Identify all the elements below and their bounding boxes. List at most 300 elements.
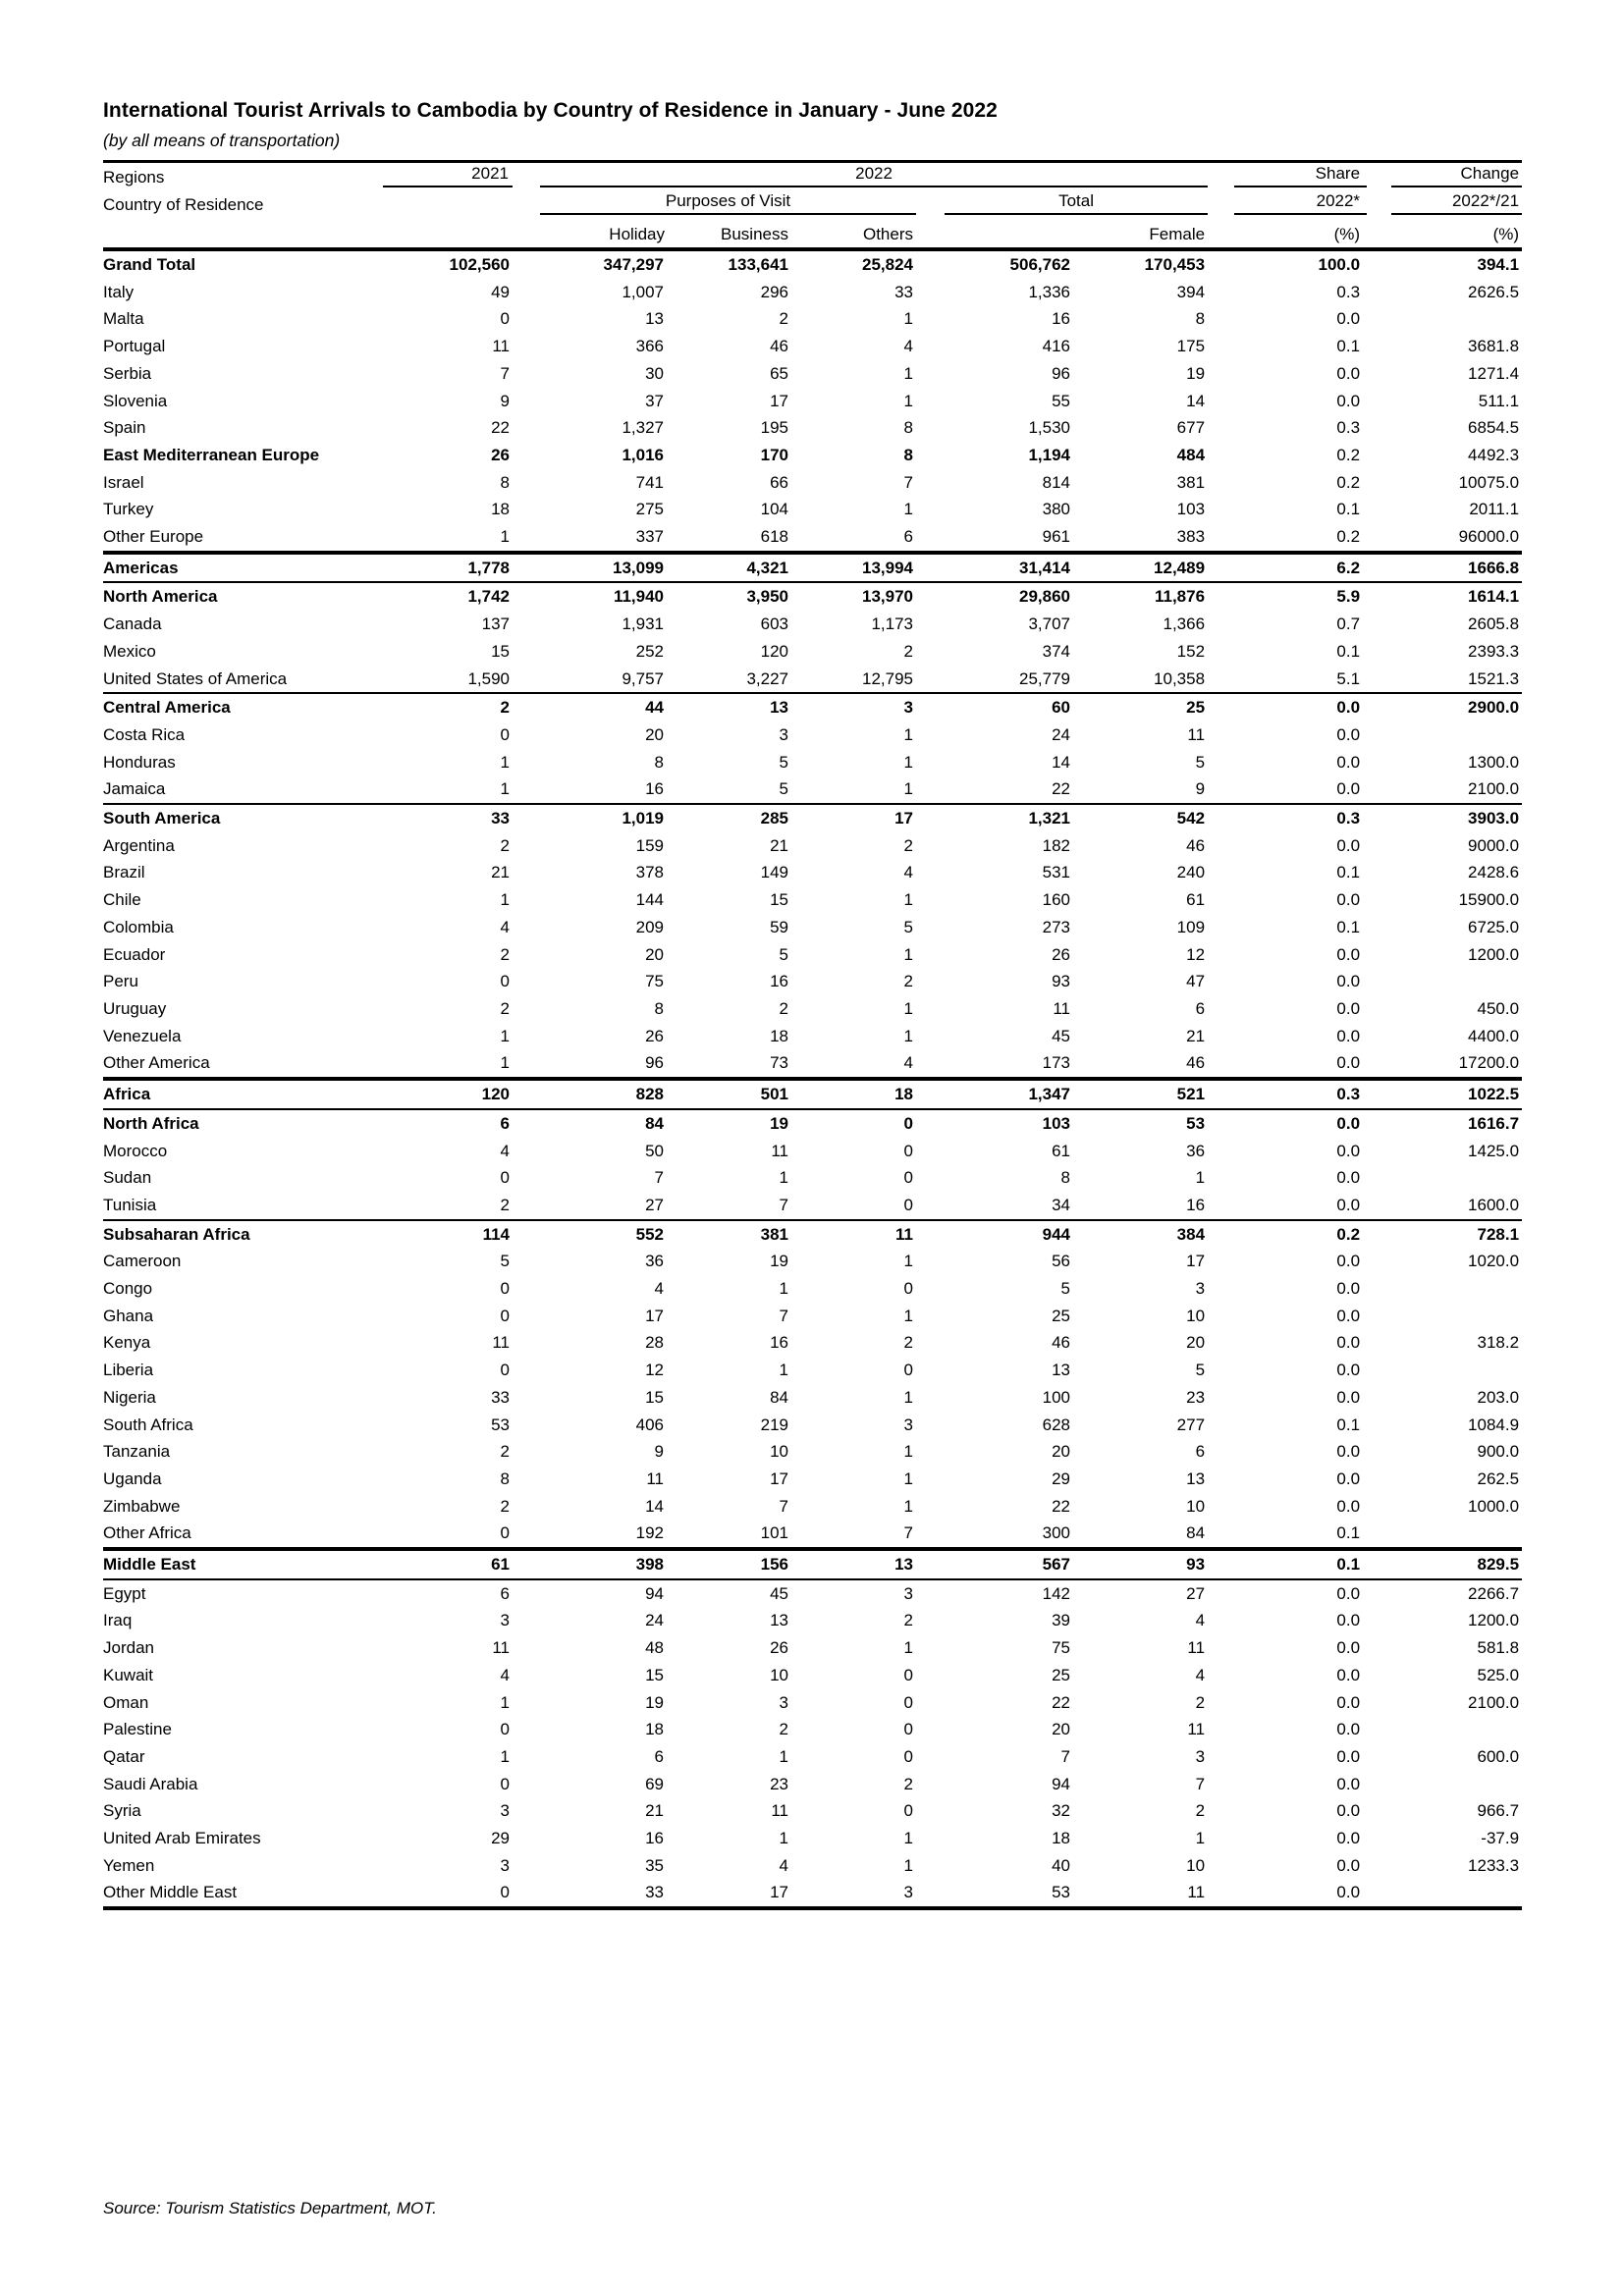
value-cell: 1020.0 — [1468, 1252, 1520, 1271]
value-cell: 53 — [916, 1879, 1073, 1908]
table-row — [103, 1549, 1522, 1579]
header-2021: 2021 — [383, 162, 513, 188]
value-cell: 6.2 — [1208, 553, 1367, 583]
value-cell: 14 — [1186, 391, 1206, 410]
table-row — [103, 1049, 1522, 1079]
value-cell: 1200.0 — [1468, 1611, 1520, 1630]
table-row — [103, 832, 1522, 860]
value-cell: 25,824 — [862, 255, 913, 274]
country-cell: Costa Rica — [103, 724, 186, 744]
country-cell: Portugal — [103, 337, 166, 356]
value-cell: 394.1 — [1477, 255, 1520, 274]
table-row — [103, 523, 1522, 553]
value-cell: 1 — [903, 1855, 913, 1875]
value-cell: 9 — [500, 391, 510, 410]
value-cell: 0.3 — [1336, 418, 1361, 438]
value-cell — [1367, 1303, 1522, 1330]
value-cell: 56 — [1052, 1252, 1070, 1271]
value-cell: 9 — [1195, 779, 1206, 799]
value-cell: 13,099 — [513, 553, 668, 583]
table-row — [103, 249, 1522, 279]
value-cell: 96 — [1052, 363, 1070, 383]
value-cell: 2100.0 — [1468, 1692, 1520, 1712]
country-cell: Uruguay — [103, 998, 167, 1018]
value-cell: 93 — [1052, 972, 1070, 991]
value-cell: 29,860 — [916, 582, 1073, 611]
value-cell — [1367, 721, 1522, 749]
value-cell: 170,453 — [1144, 255, 1206, 274]
value-cell: 11,876 — [1073, 582, 1208, 611]
value-cell: 0.0 — [1336, 1829, 1361, 1848]
value-cell: 0.2 — [1336, 472, 1361, 492]
value-cell: 5 — [1060, 1279, 1070, 1299]
value-cell: 1 — [779, 1746, 788, 1766]
value-cell: 22 — [1052, 779, 1070, 799]
value-cell: 1,742 — [383, 582, 513, 611]
country-cell: Colombia — [103, 917, 174, 936]
value-cell: 1,366 — [1163, 614, 1206, 634]
value-cell: 17 — [770, 1468, 788, 1488]
value-cell: 1 — [500, 527, 510, 547]
country-cell: Honduras — [103, 752, 176, 772]
value-cell: 677 — [1176, 418, 1206, 438]
value-cell: 0.0 — [1336, 1442, 1361, 1462]
table-row — [103, 553, 1522, 583]
value-cell: 366 — [635, 337, 664, 356]
header-row-years — [103, 162, 1522, 188]
value-cell: 1,016 — [622, 445, 664, 464]
table-row — [103, 1466, 1522, 1493]
value-cell: 11 — [492, 1333, 510, 1353]
value-cell: 8 — [1195, 309, 1206, 329]
value-cell: 0.0 — [1336, 1774, 1361, 1793]
value-cell: 501 — [668, 1079, 791, 1109]
table-row — [103, 1303, 1522, 1330]
value-cell: 252 — [635, 641, 664, 661]
value-cell: 7 — [1195, 1774, 1206, 1793]
value-cell: 49 — [491, 282, 510, 301]
value-cell: 59 — [770, 917, 788, 936]
value-cell: 0 — [903, 1746, 913, 1766]
value-cell: 25 — [1052, 1665, 1070, 1684]
country-cell: Other Africa — [103, 1523, 191, 1543]
value-cell: 0.0 — [1336, 944, 1361, 964]
value-cell: 1200.0 — [1468, 944, 1520, 964]
value-cell: 20 — [645, 944, 664, 964]
value-cell: 296 — [760, 282, 788, 301]
value-cell: 0.0 — [1336, 391, 1361, 410]
value-cell: 814 — [1042, 472, 1070, 492]
value-cell: 0.0 — [1336, 1801, 1361, 1821]
value-cell: 1 — [903, 391, 913, 410]
value-cell — [1367, 1716, 1522, 1743]
value-cell: 3 — [500, 1855, 510, 1875]
value-cell: 45 — [668, 1579, 791, 1608]
value-cell: 15 — [645, 1387, 664, 1407]
value-cell: 0.1 — [1336, 1523, 1361, 1543]
value-cell: 142 — [916, 1579, 1073, 1608]
value-cell: 741 — [635, 472, 664, 492]
value-cell: 1 — [903, 1306, 913, 1325]
value-cell: 13 — [668, 693, 791, 721]
value-cell: 0.0 — [1336, 1855, 1361, 1875]
country-cell: Serbia — [103, 363, 152, 383]
table-row — [103, 1689, 1522, 1717]
value-cell: 1000.0 — [1468, 1496, 1520, 1516]
value-cell: 24 — [645, 1611, 664, 1630]
value-cell: 23 — [1186, 1387, 1206, 1407]
value-cell: 0 — [500, 1720, 510, 1739]
value-cell: 27 — [645, 1195, 664, 1214]
value-cell: 3,227 — [746, 668, 788, 688]
country-cell: Yemen — [103, 1855, 155, 1875]
value-cell: 600.0 — [1477, 1746, 1520, 1766]
value-cell: 3 — [779, 1692, 788, 1712]
value-cell: 27 — [1073, 1579, 1208, 1608]
table-row — [103, 388, 1522, 415]
table-row — [103, 941, 1522, 969]
value-cell: 13 — [770, 1611, 788, 1630]
value-cell: 900.0 — [1477, 1442, 1520, 1462]
arrivals-table — [103, 160, 1522, 1910]
value-cell: 0.2 — [1208, 1220, 1367, 1249]
value-cell: 47 — [1186, 972, 1206, 991]
value-cell: 10 — [1186, 1855, 1206, 1875]
value-cell: 618 — [760, 527, 788, 547]
value-cell: 1084.9 — [1468, 1415, 1520, 1434]
value-cell: 11 — [492, 337, 510, 356]
value-cell: 0.1 — [1336, 917, 1361, 936]
table-row — [103, 1357, 1522, 1384]
value-cell: 6 — [654, 1746, 664, 1766]
table-row — [103, 1329, 1522, 1357]
value-cell: 9 — [654, 1442, 664, 1462]
value-cell: 0.0 — [1336, 1141, 1361, 1160]
value-cell: 173 — [1042, 1053, 1070, 1073]
value-cell: 16 — [645, 1829, 664, 1848]
value-cell: 828 — [513, 1079, 668, 1109]
value-cell: 17 — [770, 391, 788, 410]
table-row — [103, 1879, 1522, 1908]
table-row — [103, 414, 1522, 442]
value-cell: 20 — [645, 724, 664, 744]
value-cell: 84 — [1186, 1523, 1206, 1543]
value-cell: 20 — [1052, 1720, 1070, 1739]
table-row — [103, 442, 1522, 469]
value-cell: 120 — [383, 1079, 513, 1109]
table-row — [103, 1384, 1522, 1412]
value-cell: 1 — [500, 1692, 510, 1712]
table-row — [103, 1164, 1522, 1192]
value-cell: 14 — [645, 1496, 664, 1516]
value-cell: 12,795 — [862, 668, 913, 688]
value-cell — [1367, 1771, 1522, 1798]
value-cell: 17 — [1186, 1252, 1206, 1271]
table-row — [103, 1852, 1522, 1880]
value-cell: 17200.0 — [1458, 1053, 1520, 1073]
value-cell: 7 — [903, 472, 913, 492]
table-row — [103, 333, 1522, 360]
value-cell: 195 — [760, 418, 788, 438]
value-cell: 4,321 — [668, 553, 791, 583]
value-cell: 84 — [513, 1109, 668, 1138]
value-cell: 275 — [635, 500, 664, 519]
table-row — [103, 1662, 1522, 1689]
value-cell: 18 — [491, 500, 510, 519]
country-cell: Argentina — [103, 835, 175, 855]
value-cell: 1,931 — [622, 614, 664, 634]
value-cell: 15900.0 — [1458, 890, 1520, 910]
value-cell: 0.0 — [1208, 693, 1367, 721]
value-cell: 100 — [1042, 1387, 1070, 1407]
value-cell: 2626.5 — [1468, 282, 1520, 301]
value-cell — [1367, 968, 1522, 995]
value-cell: 8 — [903, 418, 913, 438]
value-cell: 0.0 — [1336, 1279, 1361, 1299]
country-cell: North America — [103, 582, 383, 611]
value-cell: 0 — [500, 309, 510, 329]
value-cell: 10,358 — [1154, 668, 1206, 688]
value-cell: 1,173 — [871, 614, 913, 634]
value-cell: 3 — [791, 693, 916, 721]
value-cell: 22 — [491, 418, 510, 438]
country-cell: Tanzania — [103, 1442, 171, 1462]
value-cell: 0.0 — [1336, 309, 1361, 329]
table-row — [103, 1607, 1522, 1634]
value-cell: 1 — [779, 1361, 788, 1380]
value-cell: 102,560 — [449, 255, 510, 274]
table-row — [103, 1220, 1522, 1249]
table-row — [103, 1493, 1522, 1521]
value-cell: 2 — [903, 1333, 913, 1353]
value-cell: 0.0 — [1336, 890, 1361, 910]
value-cell: 13 — [645, 309, 664, 329]
value-cell: 65 — [770, 363, 788, 383]
country-cell: Chile — [103, 890, 141, 910]
value-cell: 416 — [1042, 337, 1070, 356]
value-cell: 20 — [1186, 1333, 1206, 1353]
value-cell — [1367, 1520, 1522, 1549]
value-cell: 1425.0 — [1468, 1141, 1520, 1160]
value-cell: 1 — [903, 890, 913, 910]
value-cell: 1521.3 — [1468, 668, 1520, 688]
country-cell: Jordan — [103, 1638, 154, 1658]
value-cell: 1 — [1195, 1168, 1206, 1188]
value-cell: 3 — [791, 1879, 916, 1908]
value-cell: 318.2 — [1477, 1333, 1520, 1353]
value-cell: 728.1 — [1367, 1220, 1522, 1249]
value-cell: 300 — [1042, 1523, 1070, 1543]
value-cell: 0.0 — [1336, 1306, 1361, 1325]
value-cell: 11 — [1187, 724, 1206, 744]
table-row — [103, 775, 1522, 804]
value-cell: 103 — [1176, 500, 1206, 519]
value-cell: 46 — [770, 337, 788, 356]
country-cell: Qatar — [103, 1746, 145, 1766]
report-content — [103, 99, 1522, 1910]
table-header — [103, 162, 1522, 250]
value-cell: 3 — [779, 724, 788, 744]
value-cell: 1 — [903, 309, 913, 329]
value-cell: 36 — [645, 1252, 664, 1271]
value-cell: 84 — [770, 1387, 788, 1407]
value-cell: 60 — [916, 693, 1073, 721]
table-row — [103, 1138, 1522, 1165]
value-cell: 0.0 — [1336, 1611, 1361, 1630]
value-cell: 133,641 — [728, 255, 788, 274]
value-cell: 1 — [903, 1442, 913, 1462]
table-row — [103, 279, 1522, 306]
table-row — [103, 1743, 1522, 1771]
value-cell — [1367, 1275, 1522, 1303]
value-cell: 3,707 — [1028, 614, 1070, 634]
value-cell: 1,530 — [1028, 418, 1070, 438]
value-cell: 37 — [645, 391, 664, 410]
value-cell: 2 — [903, 1611, 913, 1630]
value-cell: 18 — [791, 1079, 916, 1109]
table-row — [103, 582, 1522, 611]
value-cell: 1 — [779, 1829, 788, 1848]
value-cell: 4 — [1195, 1665, 1206, 1684]
value-cell: 11 — [492, 1638, 510, 1658]
value-cell: 1,019 — [513, 804, 668, 832]
value-cell: 0 — [903, 1141, 913, 1160]
value-cell: 7 — [779, 1306, 788, 1325]
value-cell: 1 — [500, 1746, 510, 1766]
value-cell: 46 — [1186, 835, 1206, 855]
value-cell: 1 — [903, 1638, 913, 1658]
value-cell: 1,336 — [1028, 282, 1070, 301]
country-cell: Saudi Arabia — [103, 1774, 198, 1793]
country-cell: Zimbabwe — [103, 1496, 181, 1516]
value-cell: 1,327 — [622, 418, 664, 438]
value-cell: 40 — [1052, 1855, 1070, 1875]
value-cell — [1367, 1164, 1522, 1192]
header-blank — [383, 215, 513, 249]
value-cell: 1 — [779, 1279, 788, 1299]
value-cell: 31,414 — [916, 553, 1073, 583]
value-cell: 175 — [1176, 337, 1206, 356]
value-cell: 337 — [635, 527, 664, 547]
value-cell: 273 — [1042, 917, 1070, 936]
country-cell: Israel — [103, 472, 144, 492]
header-change-year: 2022*/21 — [1367, 187, 1522, 215]
value-cell: 11 — [1187, 1720, 1206, 1739]
value-cell: 0 — [791, 1109, 916, 1138]
value-cell: 25 — [1052, 1306, 1070, 1325]
value-cell: 603 — [760, 614, 788, 634]
value-cell: 19 — [668, 1109, 791, 1138]
value-cell: 96000.0 — [1458, 527, 1520, 547]
value-cell: 66 — [770, 472, 788, 492]
value-cell: 1,347 — [916, 1079, 1073, 1109]
country-cell: Other Middle East — [103, 1879, 383, 1908]
header-share: Share — [1208, 162, 1367, 188]
value-cell: 13 — [1052, 1361, 1070, 1380]
value-cell: 374 — [1042, 641, 1070, 661]
country-cell: Canada — [103, 614, 162, 634]
value-cell: 12,489 — [1073, 553, 1208, 583]
value-cell: 4 — [779, 1855, 788, 1875]
value-cell: 18 — [1052, 1829, 1070, 1848]
value-cell: 0.0 — [1336, 1638, 1361, 1658]
value-cell: 34 — [1052, 1195, 1070, 1214]
header-blank — [916, 215, 1073, 249]
value-cell: 484 — [1176, 445, 1206, 464]
table-row — [103, 1825, 1522, 1852]
value-cell: 4 — [903, 1053, 913, 1073]
value-cell: 2 — [903, 1774, 913, 1793]
table-row — [103, 1579, 1522, 1608]
table-row — [103, 968, 1522, 995]
value-cell: 1 — [903, 998, 913, 1018]
value-cell: 61 — [383, 1549, 513, 1579]
country-cell: Grand Total — [103, 255, 196, 274]
value-cell: 22 — [1052, 1692, 1070, 1712]
country-cell: Malta — [103, 309, 144, 329]
header-business: Business — [668, 215, 791, 249]
country-cell: Brazil — [103, 863, 145, 882]
value-cell: 1 — [903, 944, 913, 964]
value-cell: 1 — [903, 500, 913, 519]
value-cell: 262.5 — [1477, 1468, 1520, 1488]
table-row — [103, 1109, 1522, 1138]
value-cell: 0.3 — [1336, 282, 1361, 301]
value-cell: 3 — [500, 1801, 510, 1821]
value-cell: 0 — [500, 1306, 510, 1325]
table-row — [103, 1412, 1522, 1439]
value-cell: 33 — [894, 282, 913, 301]
country-cell: Sudan — [103, 1168, 152, 1188]
value-cell: 347,297 — [603, 255, 664, 274]
value-cell: 120 — [760, 641, 788, 661]
value-cell: 8 — [654, 752, 664, 772]
header-row-columns — [103, 215, 1522, 249]
value-cell: 2393.3 — [1468, 641, 1520, 661]
value-cell: 2 — [779, 998, 788, 1018]
value-cell: 75 — [1052, 1638, 1070, 1658]
table-row — [103, 804, 1522, 832]
country-cell: Kenya — [103, 1333, 151, 1353]
value-cell: 137 — [481, 614, 510, 634]
table-row — [103, 1023, 1522, 1050]
value-cell: 9000.0 — [1468, 835, 1520, 855]
value-cell: 0.0 — [1208, 1109, 1367, 1138]
country-cell: Peru — [103, 972, 138, 991]
page-title: International Tourist Arrivals to Cambodia by Country of Residence in January - June 2022 — [103, 99, 998, 122]
value-cell: 156 — [668, 1549, 791, 1579]
table-row — [103, 886, 1522, 914]
value-cell: 17 — [791, 804, 916, 832]
country-cell: Mexico — [103, 641, 156, 661]
value-cell: 5.9 — [1208, 582, 1367, 611]
value-cell: 209 — [635, 917, 664, 936]
value-cell: 0.0 — [1336, 1468, 1361, 1488]
value-cell: 1 — [903, 363, 913, 383]
value-cell: 398 — [513, 1549, 668, 1579]
value-cell: 18 — [645, 1720, 664, 1739]
country-cell: Tunisia — [103, 1195, 157, 1214]
country-cell: Jamaica — [103, 779, 166, 799]
value-cell: 2 — [383, 693, 513, 721]
value-cell: 7 — [903, 1523, 913, 1543]
value-cell: 0.0 — [1336, 835, 1361, 855]
value-cell: 6 — [1195, 1442, 1206, 1462]
value-cell: 0.0 — [1336, 363, 1361, 383]
value-cell: 104 — [760, 500, 788, 519]
value-cell: 1,778 — [383, 553, 513, 583]
value-cell: 8 — [500, 1468, 510, 1488]
